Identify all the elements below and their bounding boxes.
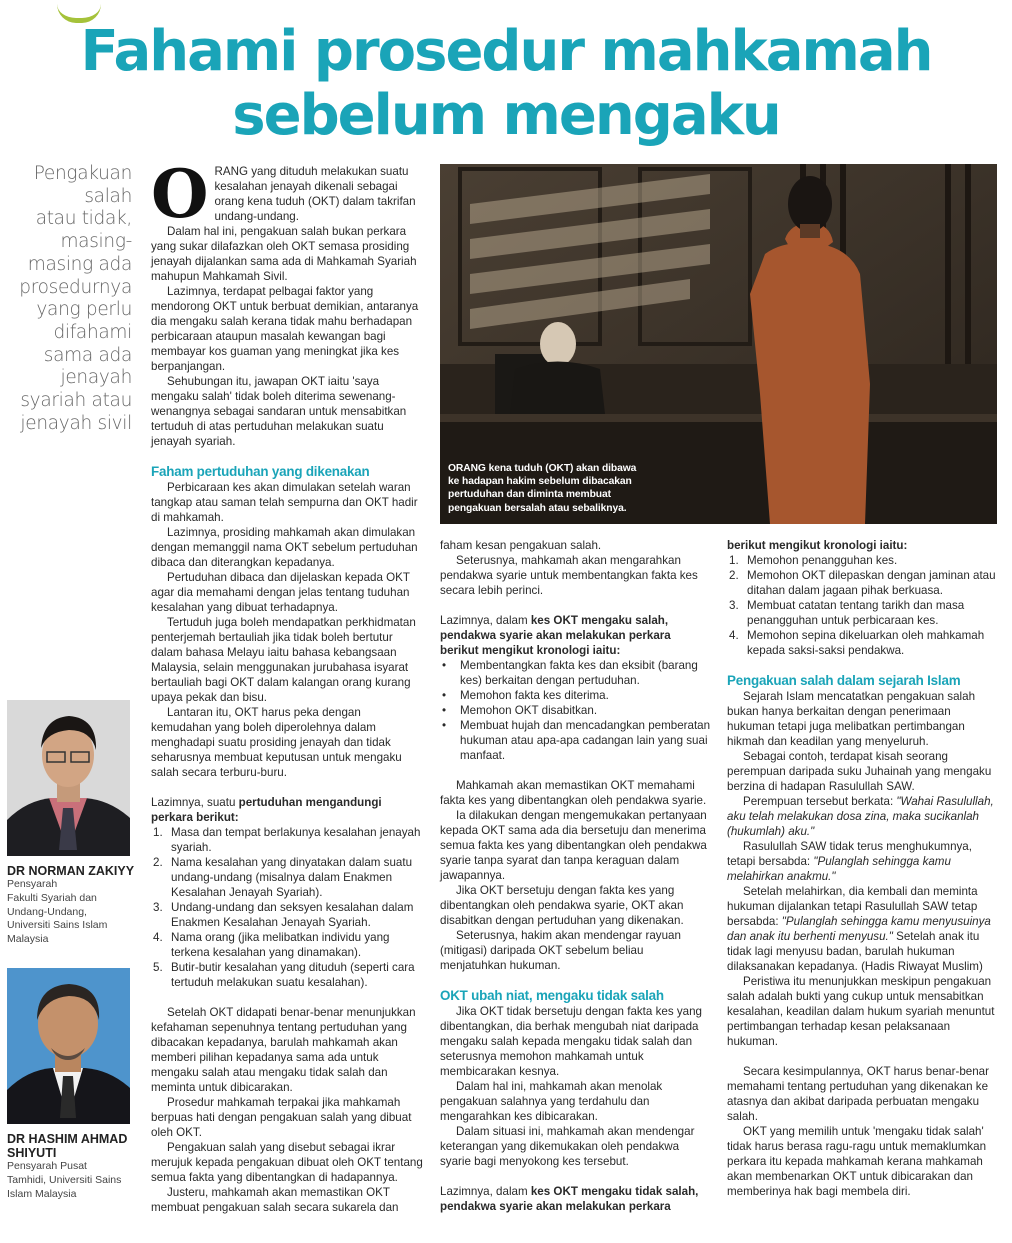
list-lead [151,795,423,825]
list-item [440,658,712,688]
paragraph-text: Setelah anak itu tidak lagi menyusu badan, barulah hukuman dilaksanakan kepadanya. (Hadis Riwayat Muslim) [727,930,983,973]
pull-quote-line: masing ada [27,253,132,275]
list-item [727,553,999,568]
section-heading: Faham pertuduhan yang dikenakan [151,464,370,479]
author-role-line: Islam Malaysia [7,1187,77,1200]
bullet-icon: • [442,719,447,732]
author-role-line: Undang-Undang, [7,905,87,918]
list-text: Masa dan tempat berlakunya kesalahan jenayah syariah. [171,826,421,854]
list-text: Undang-undang dan seksyen kesalahan dalam Enakmen Kesalahan Jenayah Syariah. [171,901,414,929]
list-lead-bold: kes OKT mengaku tidak salah, pendakwa syarie akan melakukan perkara [440,1185,699,1213]
list-lead-text: Lazimnya, dalam [440,614,531,627]
paragraph-text: Setelah melahirkan, dia kembali dan meminta hukuman dijalankan tetapi Rasulullah SAW tetap bersabda: [727,885,978,928]
pull-quote-line: yang perlu [36,299,132,321]
list-number: 1. [729,554,739,567]
article-paragraph: Seterusnya, mahkamah akan mengarahkan pendakwa syarie untuk membentangkan fakta kes secara lebih perinci. [440,554,698,597]
pull-quote-line: atau tidak, [35,208,132,230]
section-heading: OKT ubah niat, mengaku tidak salah [440,988,664,1003]
list-item [440,703,712,718]
article-paragraph: Jika OKT bersetuju dengan fakta kes yang dibentangkan oleh pendakwa syarie, OKT akan disabitkan dengan pertuduhan yang dikenakan. [440,884,684,927]
pull-quote-line: difahami [53,321,132,343]
photo-caption: ORANG kena tuduh (OKT) akan dibawa ke hadapan hakim sebelum dibacakan pertuduhan dan diminta membuat pengakuan bersalah atau sebaliknya. [448,463,637,514]
quote-text: "Pulanglah sehingga kamu melahirkan anakmu." [727,855,951,883]
list-item [727,628,999,658]
article-paragraph: faham kesan pengakuan salah. [440,539,602,552]
list-number: 4. [729,629,739,642]
author-role [7,878,135,947]
author-photo [7,968,130,1124]
article-paragraph: Dalam hal ini, pengakuan salah bukan perkara yang sukar dilafazkan oleh OKT semasa prosiding jenayah dijalankan sama ada di Mahkamah Syariah mahupun Mahkamah Sivil. [151,225,417,283]
article-paragraph: Sehubungan itu, jawapan OKT iaitu 'saya mengaku salah' tidak boleh diterima sewenang-wenangnya sebagai sandaran untuk mensabitkan tertuduh di atas pertuduhan melakukan suatu jenayah syariah. [151,375,407,448]
article-paragraph: Dalam situasi ini, mahkamah akan mendengar keterangan yang dikemukakan oleh pendakwa syarie bagi menyokong kes tersebut. [440,1125,695,1168]
list-lead-text: Lazimnya, dalam [440,1185,531,1198]
article-paragraph [727,884,999,974]
list-text: Nama kesalahan yang dinyatakan dalam suatu undang-undang (misalnya dalam Enakmen Kesalahan Jenayah Syariah). [171,856,413,899]
pull-quote [4,163,132,435]
pull-quote-line: syariah atau [20,390,132,412]
article-paragraph: Tertuduh juga boleh mendapatkan perkhidmatan penterjemah bertauliah jika tidak boleh bertutur dalam bahasa Melayu iaitu bahasa kebangsaan Malaysia, selain menggunakan jurubahasa isyarat bertauliah bagi OKT dalam kalangan orang kurang upaya pekak dan bisu. [151,616,416,704]
list-text: Nama orang (jika melibatkan individu yang terkena kesalahan yang dinamakan). [171,931,390,959]
list-text: Butir-butir kesalahan yang dituduh (seperti cara tertuduh melakukan suatu kesalahan). [171,961,415,989]
list-item [151,825,423,855]
list-text: Membuat catatan tentang tarikh dan masa penangguhan untuk perbicaraan kes. [747,599,965,627]
author-role-line: Universiti Sains Islam [7,919,108,932]
list-text: Memohon OKT disabitkan. [460,704,598,717]
author-name [7,1132,135,1160]
article-paragraph: Lazimnya, terdapat pelbagai faktor yang mendorong OKT untuk berbuat demikian, antaranya dia mengaku salah kerana tidak mahu berhadapan perbicaraan ataupun masalah kewangan bagi membayar kos guaman yang meningkat jika kes berpanjangan. [151,285,419,373]
pull-quote-line: jenayah [60,367,132,389]
author-name-line: SHIYUTI [7,1146,57,1160]
list-item [151,960,423,990]
list-item [440,688,712,703]
headline-line-1: Fahami prosedur mahkamah [80,19,932,84]
article-paragraph: Mahkamah akan memastikan OKT memahami fakta kes yang dibentangkan oleh pendakwa syarie. [440,779,707,807]
author-card [7,700,135,947]
article-paragraph: Lantaran itu, OKT harus peka dengan kemudahan yang boleh diperolehnya dalam menghadapi suatu prosiding jenayah dan tidak seharusnya membuat keputusan untuk mengaku salah secara terburu-buru. [151,706,402,779]
pull-quote-line: masing- [60,231,132,253]
pull-quote-line: prosedurnya [19,276,132,298]
article-paragraph: Setelah OKT didapati benar-benar menunjukkan kefahaman sepenuhnya tentang pertuduhan yang dibacakan kepadanya, barulah mahkamah akan memberi pilihan kepadanya sama ada untuk mengaku salah atau mengaku tidak salah dan meminta untuk dibicarakan. [151,1006,416,1094]
author-card [7,968,135,1201]
article-paragraph: Peristiwa itu menunjukkan meskipun pengakuan salah adalah bukti yang cukup untuk mensabitkan kesalahan, keadilan dalam hukum syariah menuntut pertimbangan terhadap kesan pelaksanaan hukuman. [727,975,995,1048]
author-role-line: Pensyarah [7,878,58,890]
list-text: Memohon fakta kes diterima. [460,689,609,702]
charge-contents-list [151,825,423,990]
article-paragraph: Jika OKT tidak bersetuju dengan fakta kes yang dibentangkan, dia berhak mengubah niat daripada mengaku salah kepada mengaku tidak salah dan seterusnya memohon mahkamah untuk membicarakan kesnya. [440,1005,702,1078]
list-number: 1. [153,826,163,839]
author-role-line: Fakulti Syariah dan [7,891,97,904]
article-paragraph [727,794,999,839]
bullet-icon: • [442,689,447,702]
author-photo [7,700,130,856]
article-paragraph: Prosedur mahkamah terpakai jika mahkamah berpuas hati dengan pengakuan salah yang dibuat oleh OKT. [151,1096,412,1139]
list-item [151,900,423,930]
author-role-line: Malaysia [7,933,49,946]
author-name: DR NORMAN ZAKIYY [7,864,135,878]
not-guilty-steps-list [727,553,999,658]
list-number: 3. [729,599,739,612]
article-paragraph: Perbicaraan kes akan dimulakan setelah waran tangkap atau saman telah sempurna dan OKT hadir di mahkamah. [151,481,418,524]
list-item [727,568,999,598]
article-paragraph: Sebagai contoh, terdapat kisah seorang perempuan daripada suku Juhainah yang mengaku berzina di hadapan Rasulullah SAW. [727,750,992,793]
article-paragraph: Sejarah Islam mencatatkan pengakuan salah bukan hanya berkaitan dengan penerimaan hukuman tetapi juga melibatkan pertimbangan hikmah dan keadilan yang menyeluruh. [727,690,976,748]
list-item [151,855,423,900]
article-paragraph: Dalam hal ini, mahkamah akan menolak pengakuan salahnya yang terdahulu dan mengarahkan kes dibicarakan. [440,1080,663,1123]
quote-text: "Wahai Rasulullah, aku telah melakukan dosa zina, maka sucikanlah (hukumlah) aku." [727,795,994,838]
article-paragraph: Lazimnya, prosiding mahkamah akan dimulakan dengan memanggil nama OKT sebelum pertuduhan dibaca dan diterangkan kepadanya. [151,526,418,569]
list-lead [440,1184,712,1214]
list-lead-bold: pertuduhan mengandungi perkara berikut: [151,796,382,824]
guilty-plea-steps-list [440,658,712,763]
list-item [440,718,712,763]
pull-quote-line: sama ada [43,344,132,366]
headline-line-2: sebelum mengaku [232,83,780,148]
bullet-icon: • [442,704,447,717]
paragraph-text: Rasulullah SAW tidak terus menghukumnya, tetapi bersabda: [727,840,972,868]
article-paragraph: Seterusnya, hakim akan mendengar rayuan (mitigasi) daripada OKT sebelum beliau menjatuhkan hukuman. [440,929,681,972]
pull-quote-line: Pengakuan [33,163,132,184]
bullet-icon: • [442,659,447,672]
list-lead-bold: kes OKT mengaku salah, pendakwa syarie akan melakukan perkara berikut mengikut kronologi iaitu: [440,614,671,657]
author-name-line: DR HASHIM AHMAD [7,1132,128,1146]
section-heading: Pengakuan salah dalam sejarah Islam [727,673,961,688]
article-column-2 [440,538,712,1214]
list-number: 5. [153,961,163,974]
article-column-3 [727,538,999,1199]
list-number: 2. [729,569,739,582]
article-paragraph: Pengakuan salah yang disebut sebagai ikrar merujuk kepada pengakuan dibuat oleh OKT tentang semua fakta yang dibentangkan di hadapannya. [151,1141,423,1184]
quote-text: "Pulanglah sehingga kamu menyusuinya dan anak itu berhenti menyusu." [727,915,991,943]
pull-quote-line: jenayah sivil [20,412,132,434]
article-paragraph: Justeru, mahkamah akan memastikan OKT membuat pengakuan salah secara sukarela dan [151,1186,399,1214]
pull-quote-line: salah [84,185,132,207]
list-text: Memohon sepina dikeluarkan oleh mahkamah kepada saksi-saksi pendakwa. [747,629,985,657]
list-text: Membentangkan fakta kes dan eksibit (barang kes) berkaitan dengan pertuduhan. [460,659,698,687]
list-lead-text: Lazimnya, suatu [151,796,239,809]
article-paragraph: Ia dilakukan dengan mengemukakan pertanyaan kepada OKT sama ada dia bersetuju dan menerima semua fakta kes yang dibentangkan oleh pendakwa syarie tanpa syarat dan tanpa keraguan dalam jawapannya. [440,809,707,882]
list-text: Memohon penangguhan kes. [747,554,898,567]
list-item [151,930,423,960]
list-lead-bold: berikut mengikut kronologi iaitu: [727,539,908,552]
list-lead-continued [727,538,999,553]
paragraph-text: Perempuan tersebut berkata: [743,795,897,808]
article-paragraph [727,839,999,884]
article-paragraph: Secara kesimpulannya, OKT harus benar-benar memahami tentang pertuduhan yang dikenakan ke atasnya dan akibat daripada perbuatan mengaku salah. [727,1065,989,1123]
article-column-1 [151,155,423,1215]
list-text: Membuat hujah dan mencadangkan pemberatan hukuman atau apa-apa cadangan lain yang suai manfaat. [460,719,711,762]
article-paragraph: OKT yang memilih untuk 'mengaku tidak salah' tidak harus berasa ragu-ragu untuk memaklumkan perkara itu kepada mahkamah kerana mahkamah akan membenarkan OKT untuk dibicarakan dan memberinya hak bagi membela diri. [727,1125,987,1198]
article-paragraph: Pertuduhan dibaca dan dijelaskan kepada OKT agar dia memahami dengan jelas tentang tuduhan kesalahan yang dibuat terhadapnya. [151,571,410,614]
author-role [7,1160,135,1201]
article-intro: RANG yang dituduh melakukan suatu kesalahan jenayah dikenali sebagai orang kena tuduh (OKT) dalam takrifan undang-undang. [214,165,416,223]
list-number: 3. [153,901,163,914]
drop-cap: O [151,155,209,233]
author-role-line: Pensyarah Pusat [7,1160,87,1172]
list-number: 2. [153,856,163,869]
list-lead [440,613,712,658]
list-number: 4. [153,931,163,944]
author-role-line: Tamhidi, Universiti Sains [7,1173,122,1186]
list-text: Memohon OKT dilepaskan dengan jaminan atau ditahan dalam jagaan pihak berkuasa. [747,569,996,597]
list-item [727,598,999,628]
